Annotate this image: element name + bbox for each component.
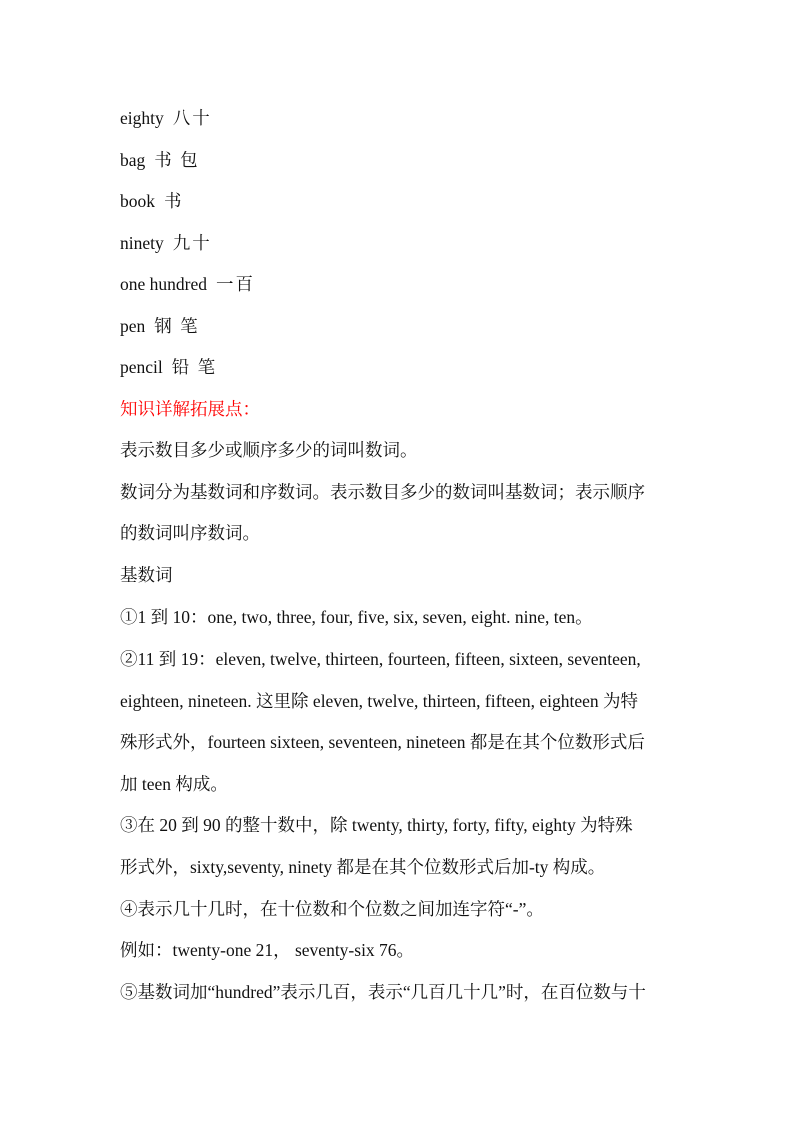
vocab-chinese: 八十 (172, 108, 212, 128)
vocab-english: ninety (120, 233, 164, 253)
vocab-item (120, 273, 255, 295)
vocab-item (120, 149, 200, 171)
vocab-english: bag (120, 150, 146, 170)
vocab-item (120, 107, 212, 129)
body-line: 形式外，sixty,seventy, ninety 都是在其个位数形式后加-ty 构成。 (120, 857, 606, 877)
vocab-chinese: 一百 (216, 274, 255, 294)
body-line: 数词分为基数词和序数词。表示数目多少的数词叫基数词；表示顺序 (120, 482, 645, 502)
vocab-item (120, 190, 184, 212)
vocab-item (120, 356, 217, 378)
vocab-chinese: 书 (164, 191, 184, 211)
vocab-english: book (120, 191, 155, 211)
body-line: 加 teen 构成。 (120, 774, 228, 794)
vocab-chinese: 钢 笔 (154, 316, 200, 336)
body-line: ③在 20 到 90 的整十数中，除 twenty, thirty, forty, fifty, eighty 为特殊 (120, 815, 633, 835)
body-line: ⑤基数词加“hundred”表示几百，表示“几百几十几”时，在百位数与十 (120, 982, 646, 1002)
vocab-english: one hundred (120, 274, 207, 294)
section-heading: 知识详解拓展点： (120, 399, 260, 419)
vocab-chinese: 九十 (172, 233, 212, 253)
vocab-chinese: 铅 笔 (171, 357, 218, 377)
body-line: ②11 到 19：eleven, twelve, thirteen, fourteen, fifteen, sixteen, seventeen, (120, 649, 641, 669)
vocab-english: eighty (120, 108, 164, 128)
body-line: 例如：twenty-one 21， seventy-six 76。 (120, 940, 415, 960)
vocab-english: pen (120, 316, 146, 336)
body-line: 基数词 (120, 565, 173, 585)
vocab-english: pencil (120, 357, 163, 377)
body-line: 表示数目多少或顺序多少的词叫数词。 (120, 440, 418, 460)
vocab-item (120, 315, 200, 337)
vocab-item (120, 232, 212, 254)
body-line: 殊形式外，fourteen sixteen, seventeen, nineteen 都是在其个位数形式后 (120, 732, 645, 752)
body-line: ①1 到 10：one, two, three, four, five, six, seven, eight. nine, ten。 (120, 607, 593, 627)
body-line: eighteen, nineteen. 这里除 eleven, twelve, thirteen, fifteen, eighteen 为特 (120, 691, 639, 711)
body-line: 的数词叫序数词。 (120, 523, 260, 543)
vocab-chinese: 书 包 (154, 150, 200, 170)
body-line: ④表示几十几时，在十位数和个位数之间加连字符“-”。 (120, 899, 544, 919)
